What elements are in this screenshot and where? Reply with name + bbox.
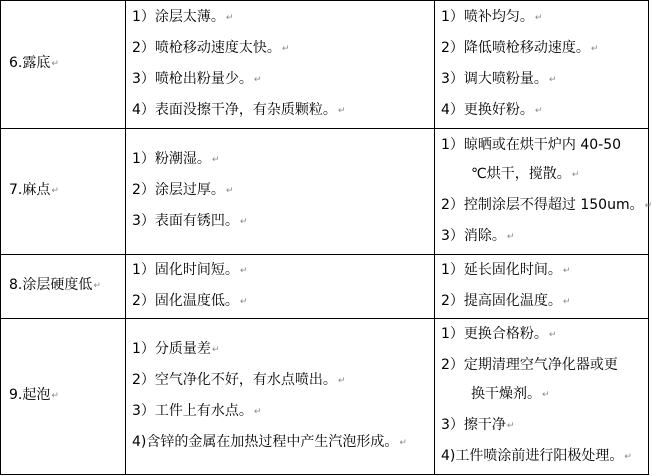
cause-item (132, 34, 434, 65)
cause-text: 3）表面有锈凹。 (132, 213, 239, 229)
defect-cell (1, 255, 126, 319)
cause-text: 3）工件上有水点。 (132, 402, 253, 419)
paragraph-mark-icon: ↵ (253, 406, 262, 417)
table-body (1, 1, 652, 475)
fix-item-continued (441, 160, 648, 191)
cause-cell (126, 1, 435, 129)
paragraph-mark-icon: ↵ (571, 169, 580, 180)
paragraph-mark-icon: ↵ (93, 281, 101, 291)
fix-item (441, 411, 648, 442)
table-row (1, 319, 649, 475)
fix-text: 4)工件喷涂前进行阳极处理。 (441, 448, 624, 464)
fix-item (441, 65, 648, 96)
cause-text: 1）涂层太薄。 (132, 8, 225, 25)
fix-text: ℃烘干，搅散。 (471, 165, 571, 182)
cause-item (132, 287, 434, 318)
fix-item (441, 191, 652, 222)
paragraph-mark-icon: ↵ (562, 265, 571, 276)
fix-item (441, 96, 648, 127)
paragraph-mark-icon: ↵ (239, 217, 248, 227)
cause-item (132, 366, 434, 397)
fix-text: 4）更换好粉。 (441, 101, 534, 118)
cause-cell (126, 319, 435, 475)
cause-item (132, 256, 434, 287)
defect-cell (1, 129, 126, 255)
paragraph-mark-icon: ↵ (624, 452, 632, 462)
fix-text: 1）更换合格粉。 (441, 326, 548, 342)
cause-text: 1）固化时间短。 (132, 261, 239, 278)
defect-cell (1, 1, 126, 129)
cause-item (132, 176, 434, 207)
fix-text: 3）调大喷粉量。 (441, 70, 548, 87)
fix-item (441, 351, 648, 380)
cause-text: 4）表面没擦干净，有杂质颗粒。 (132, 101, 337, 118)
paragraph-mark-icon: ↵ (225, 12, 234, 23)
cause-text: 2）涂层过厚。 (132, 182, 225, 198)
fix-text: 3）消除。 (441, 227, 506, 244)
cause-text: 2）空气净化不好，有水点喷出。 (132, 371, 337, 388)
paragraph-mark-icon: ↵ (590, 43, 599, 54)
cause-text: 1）粉潮湿。 (132, 151, 211, 167)
fix-text: 2）定期清理空气净化器或更 (441, 357, 618, 373)
cause-item (132, 207, 434, 238)
defect-name: 6.露底 (9, 55, 51, 71)
fix-item-continued (441, 380, 648, 411)
paragraph-mark-icon: ↵ (548, 74, 557, 85)
cause-cell (126, 129, 435, 255)
fix-text: 1）喷补均匀。 (441, 8, 534, 25)
cause-item (132, 96, 434, 127)
paragraph-mark-icon: ↵ (51, 186, 59, 196)
fix-cell (435, 1, 649, 129)
table-row (1, 1, 649, 129)
paragraph-mark-icon: ↵ (534, 105, 543, 116)
paragraph-mark-icon: ↵ (239, 296, 248, 307)
fix-cell (435, 319, 649, 475)
cause-item (132, 397, 434, 428)
cause-item (132, 3, 434, 34)
fix-item (441, 256, 648, 287)
fix-item (441, 3, 648, 34)
paragraph-mark-icon: ↵ (51, 391, 59, 401)
cause-text: 3）喷枪出粉量少。 (132, 70, 253, 87)
cause-cell (126, 255, 435, 319)
paragraph-mark-icon: ↵ (644, 200, 652, 211)
cause-item (132, 65, 434, 96)
table-row (1, 255, 649, 319)
paragraph-mark-icon: ↵ (337, 105, 346, 116)
defect-name: 8.涂层硬度低 (9, 277, 93, 293)
paragraph-mark-icon: ↵ (281, 43, 290, 54)
paragraph-mark-icon: ↵ (506, 231, 515, 242)
fix-item (441, 442, 648, 473)
paragraph-mark-icon: ↵ (548, 330, 557, 340)
cause-item (132, 428, 434, 459)
cause-text: 1）分质量差 (132, 340, 211, 357)
fix-text: 2）控制涂层不得超过 150um。 (441, 196, 644, 213)
fix-text: 2）降低喷枪移动速度。 (441, 39, 590, 56)
fix-item (441, 320, 648, 351)
fix-item (441, 131, 648, 160)
fix-cell (435, 255, 649, 319)
paragraph-mark-icon: ↵ (211, 344, 220, 355)
cause-text: 2）喷枪移动速度太快。 (132, 39, 281, 56)
cause-text: 2）固化温度低。 (132, 292, 239, 309)
paragraph-mark-icon: ↵ (51, 59, 59, 69)
defect-name: 9.起泡 (9, 387, 51, 403)
cause-item (132, 335, 434, 366)
paragraph-mark-icon: ↵ (253, 74, 262, 85)
fix-item (441, 34, 648, 65)
fix-item (441, 287, 648, 318)
fix-text: 1）延长固化时间。 (441, 261, 562, 278)
cause-item (132, 145, 434, 176)
paragraph-mark-icon: ↵ (399, 437, 407, 448)
paragraph-mark-icon: ↵ (534, 12, 543, 23)
cause-text: 4)含锌的金属在加热过程中产生汽泡形成。 (132, 433, 399, 450)
fix-text: 换干燥剂。 (471, 386, 541, 402)
table-row (1, 129, 649, 255)
paragraph-mark-icon: ↵ (506, 421, 515, 431)
fix-text: 2）提高固化温度。 (441, 292, 562, 309)
paragraph-mark-icon: ↵ (239, 265, 248, 276)
fix-text: 3）擦干净 (441, 417, 506, 433)
defect-cell (1, 319, 126, 475)
fix-item (441, 222, 648, 253)
paragraph-mark-icon: ↵ (337, 375, 346, 386)
fix-cell (435, 129, 652, 255)
fix-text: 1）晾晒或在烘干炉内 40-50 (441, 136, 622, 153)
paragraph-mark-icon: ↵ (562, 296, 571, 307)
paragraph-mark-icon: ↵ (225, 186, 234, 196)
paragraph-mark-icon: ↵ (542, 390, 550, 400)
paragraph-mark-icon: ↵ (211, 155, 220, 165)
defect-name: 7.麻点 (9, 182, 51, 198)
